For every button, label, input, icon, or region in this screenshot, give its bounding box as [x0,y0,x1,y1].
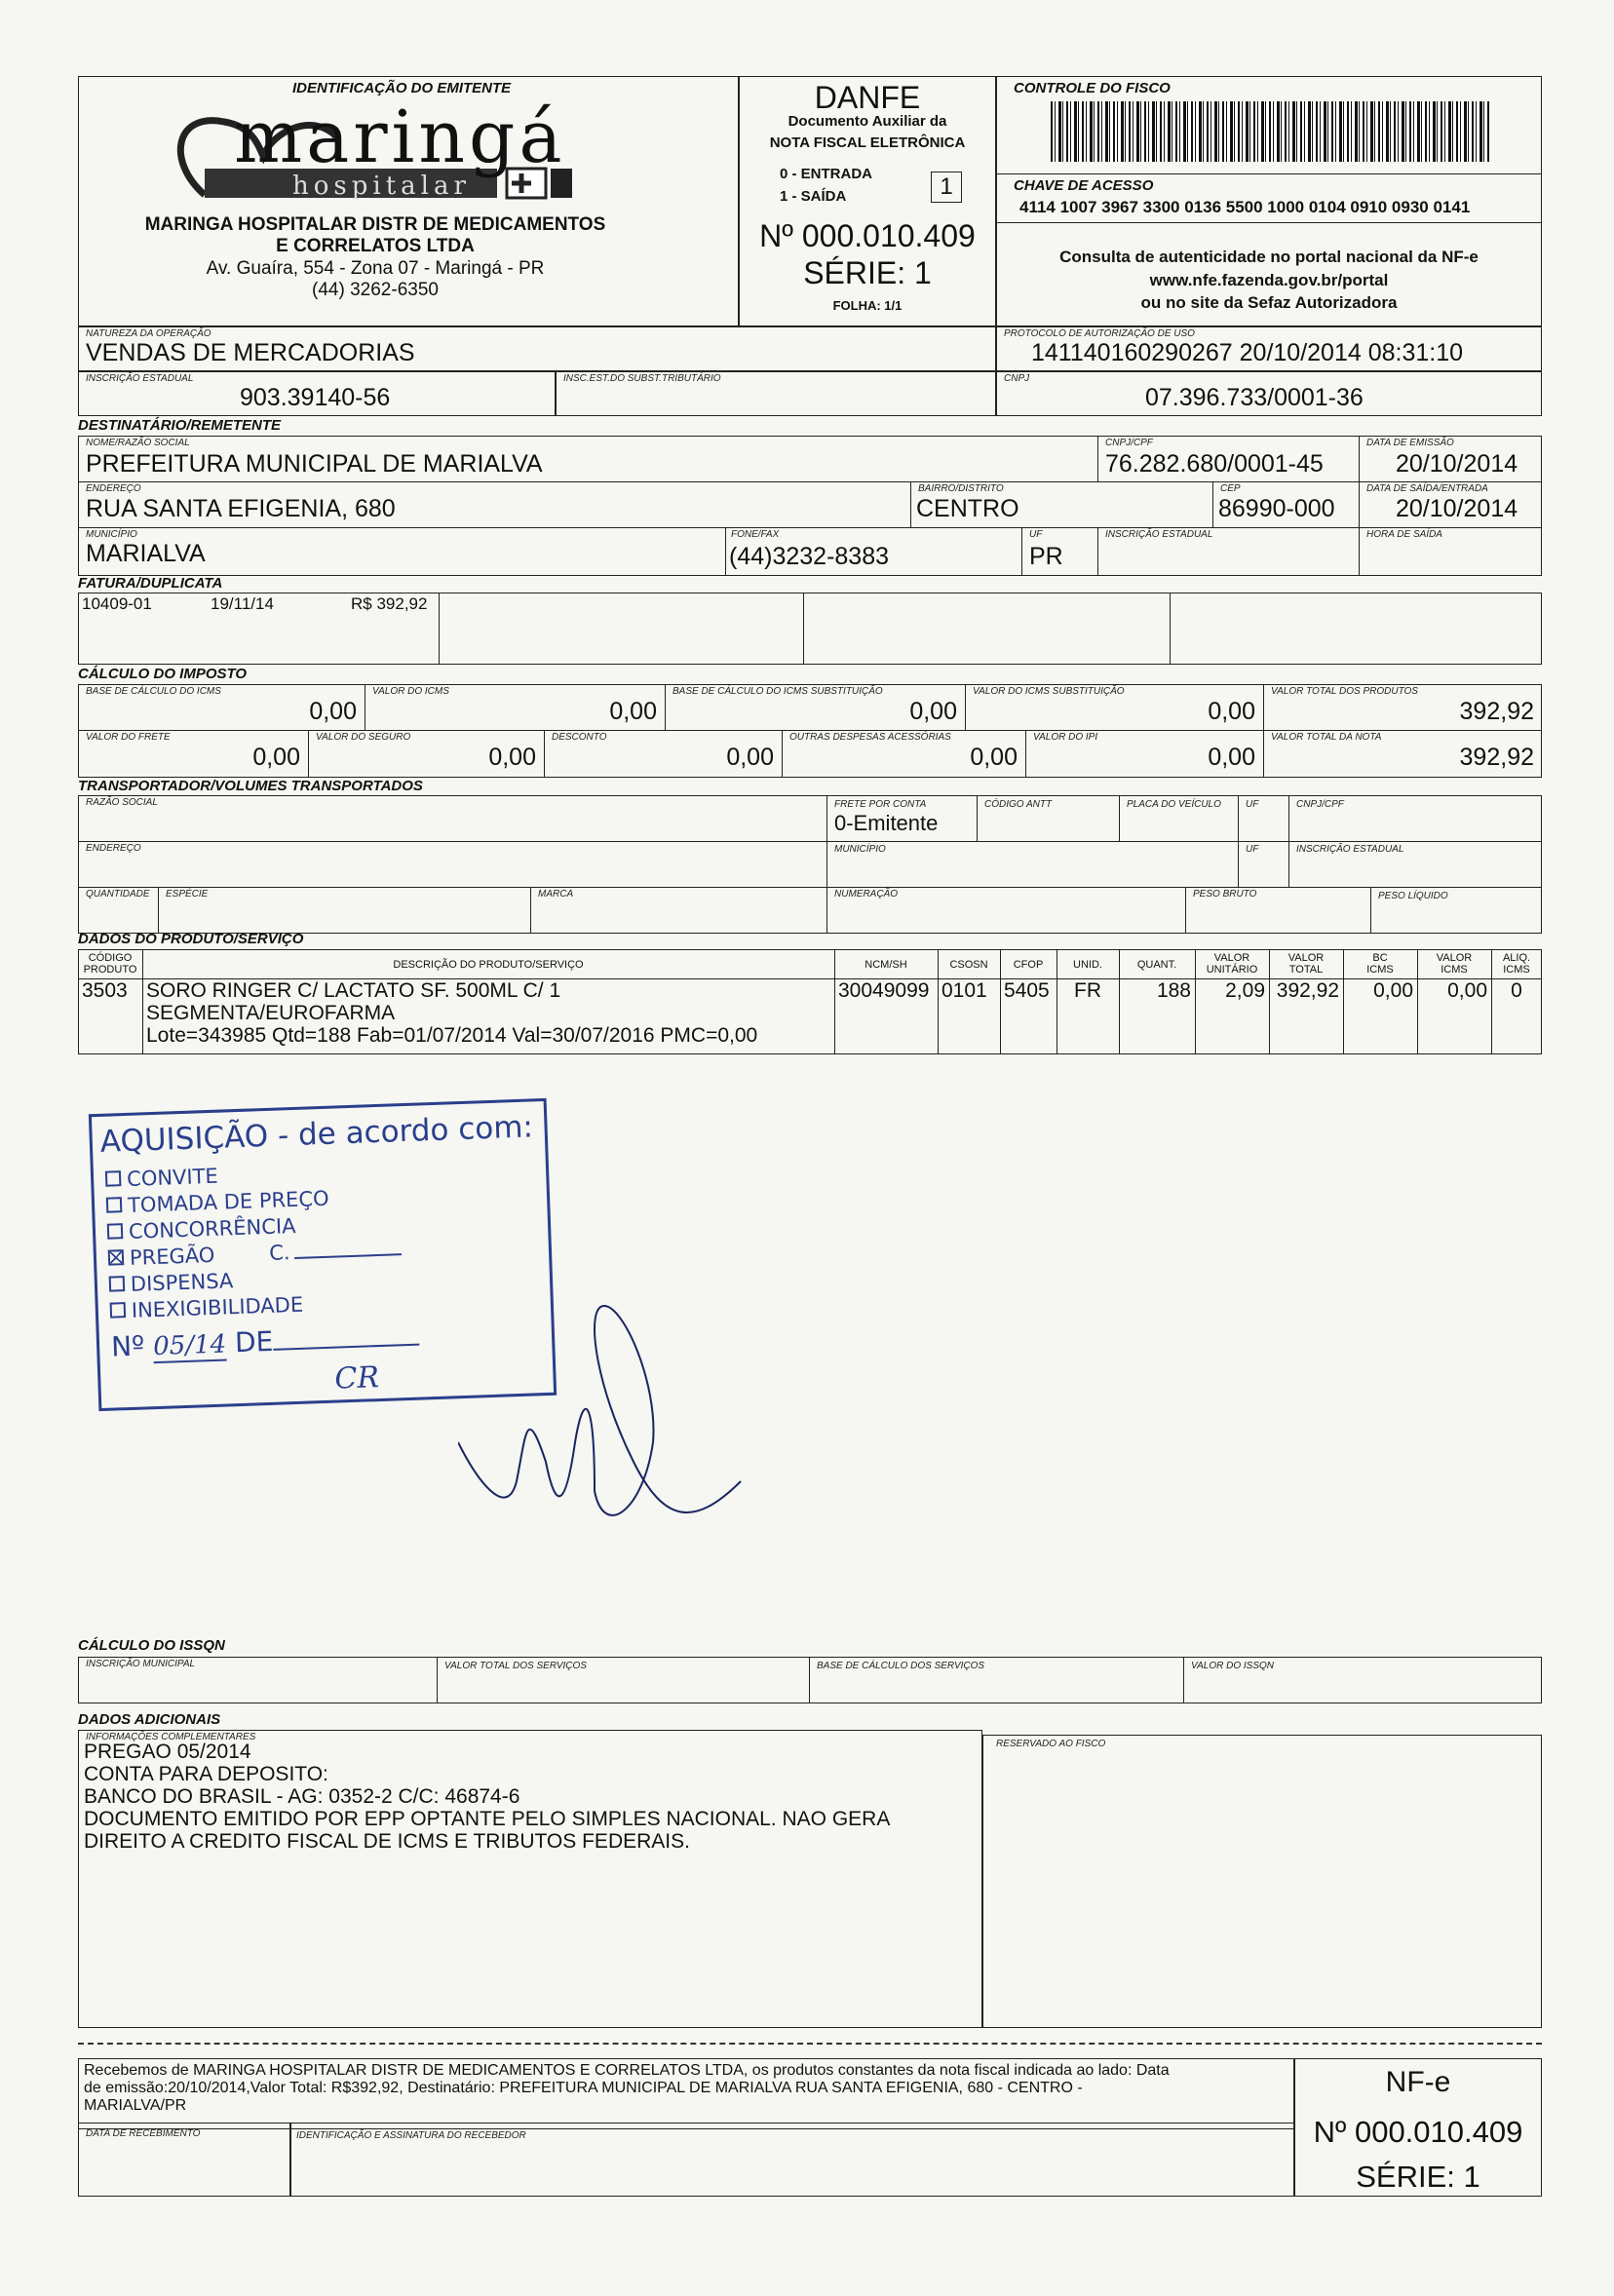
valor-nota-label: VALOR TOTAL DA NOTA [1271,732,1382,743]
ie-label: INSCRIÇÃO ESTADUAL [86,373,194,384]
emitente-name-line2: E CORRELATOS LTDA [276,236,475,256]
danfe-serie: SÉRIE: 1 [803,255,932,290]
valor-icms-st-label: VALOR DO ICMS SUBSTITUIÇÃO [973,686,1125,697]
col-bc-icms: BC ICMS [1366,952,1394,976]
canhoto-numero: Nº 000.010.409 [1313,2115,1523,2149]
col-valor-total: VALOR TOTAL [1287,952,1325,976]
info-line-2: CONTA PARA DEPOSITO: [84,1763,328,1785]
fatura-box [78,593,1542,665]
transp-uf-label: UF [1246,799,1259,810]
item-cfop: 5405 [1004,979,1050,1002]
controle-fisco-label: CONTROLE DO FISCO [1014,80,1171,96]
issqn-valor-servicos-label: VALOR TOTAL DOS SERVIÇOS [444,1661,587,1671]
dest-uf: PR [1029,543,1063,570]
item-csosn: 0101 [942,979,987,1002]
cnpj-emit-label: CNPJ [1004,373,1030,384]
outras-despesas-label: OUTRAS DESPESAS ACESSÓRIAS [789,732,951,743]
ie-st-label: INSC.EST.DO SUBST.TRIBUTÁRIO [563,373,721,384]
dest-municipio-label: MUNICÍPIO [86,529,137,540]
col-cfop: CFOP [1013,959,1044,971]
reservado-fisco-label: RESERVADO AO FISCO [996,1739,1106,1749]
transporte-box [78,795,1542,934]
imposto-section-label: CÁLCULO DO IMPOSTO [78,666,248,682]
issqn-section-label: CÁLCULO DO ISSQN [78,1637,225,1654]
dest-ie-label: INSCRIÇÃO ESTADUAL [1105,529,1213,540]
consulta-line3: ou no site da Sefaz Autorizadora [1140,293,1398,312]
logo-subtitle: hospitalar [292,172,471,201]
transp-frete: 0-Emitente [834,811,939,835]
transp-ie-label: INSCRIÇÃO ESTADUAL [1296,844,1404,855]
col-aliq-icms: ALIQ. ICMS [1502,952,1531,976]
stamp-opt-tomada: TOMADA DE PREÇO [106,1187,329,1218]
canhoto-serie: SÉRIE: 1 [1356,2160,1480,2194]
dest-uf-label: UF [1029,529,1043,540]
cut-line [78,2043,1542,2045]
seguro-value: 0,00 [488,744,536,771]
valor-icms-value: 0,00 [609,698,657,725]
danfe-title: DANFE [814,80,921,115]
frete-label: VALOR DO FRETE [86,732,171,743]
item-ncm: 30049099 [838,979,930,1002]
col-codigo: CÓDIGO PRODUTO [83,952,137,976]
col-ncm: NCM/SH [865,959,907,971]
ie-value: 903.39140-56 [240,384,391,411]
stamp-opt-concorrencia: CONCORRÊNCIA [107,1214,296,1244]
danfe-entrada: 0 - ENTRADA [780,166,873,182]
valor-produtos-value: 392,92 [1459,698,1534,725]
natureza-value: VENDAS DE MERCADORIAS [86,339,415,366]
transp-numeracao-label: NUMERAÇÃO [834,889,899,899]
frete-value: 0,00 [252,744,300,771]
ipi-label: VALOR DO IPI [1033,732,1098,743]
consulta-line2: www.nfe.fazenda.gov.br/portal [1149,271,1389,289]
stamp-numero: Nº 05/14 DE [111,1320,420,1363]
item-valor-unitario: 2,09 [1225,979,1265,1002]
desconto-value: 0,00 [726,744,774,771]
reservado-fisco-box [982,1735,1542,2028]
item-desc1: SORO RINGER C/ LACTATO SF. 500ML C/ 1 [146,979,561,1002]
dest-saida-label: DATA DE SAÍDA/ENTRADA [1366,483,1488,494]
canhoto-nfe: NF-e [1385,2066,1451,2098]
destinatario-section-label: DESTINATÁRIO/REMETENTE [78,417,282,434]
item-codigo: 3503 [82,979,128,1002]
handwritten-signature [458,1286,750,1550]
dest-emissao: 20/10/2014 [1396,450,1518,478]
dest-fone: (44)3232-8383 [729,543,890,570]
dest-cnpj-label: CNPJ/CPF [1105,438,1153,448]
info-line-1: PREGAO 05/2014 [84,1741,251,1763]
danfe-sub1: Documento Auxiliar da [788,113,947,130]
col-descricao: DESCRIÇÃO DO PRODUTO/SERVIÇO [393,959,584,971]
transp-peso-liquido-label: PESO LÍQUIDO [1378,891,1448,901]
item-quant: 188 [1156,979,1191,1002]
dest-endereco-label: ENDEREÇO [86,483,141,494]
issqn-valor-label: VALOR DO ISSQN [1191,1661,1275,1671]
dest-endereco: RUA SANTA EFIGENIA, 680 [86,495,396,522]
dest-emissao-label: DATA DE EMISSÃO [1366,438,1454,448]
dest-cep-label: CEP [1220,483,1241,494]
transp-placa-label: PLACA DO VEÍCULO [1127,799,1221,810]
seguro-label: VALOR DO SEGURO [316,732,411,743]
danfe-tipo-box: 1 [931,172,962,203]
emitente-address: Av. Guaíra, 554 - Zona 07 - Maringá - PR [206,258,545,279]
col-quant: QUANT. [1136,959,1177,971]
protocolo-label: PROTOCOLO DE AUTORIZAÇÃO DE USO [1004,328,1195,339]
ipi-value: 0,00 [1208,744,1255,771]
transp-quantidade-label: QUANTIDADE [86,889,150,899]
bc-icms-st-label: BASE DE CÁLCULO DO ICMS SUBSTITUIÇÃO [672,686,883,697]
dest-municipio: MARIALVA [86,540,206,567]
issqn-base-label: BASE DE CÁLCULO DOS SERVIÇOS [817,1661,985,1671]
dest-bairro: CENTRO [916,495,1019,522]
cnpj-emit-value: 07.396.733/0001-36 [1145,384,1364,411]
dest-cnpj: 76.282.680/0001-45 [1105,450,1324,478]
stamp-initials: CR [333,1360,380,1397]
info-line-5: DIREITO A CREDITO FISCAL DE ICMS E TRIBUTOS FEDERAIS. [84,1830,690,1853]
transp-razao-label: RAZÃO SOCIAL [86,797,158,808]
transp-peso-bruto-label: PESO BRUTO [1193,889,1257,899]
dest-fone-label: FONE/FAX [731,529,780,540]
bc-icms-label: BASE DE CÁLCULO DO ICMS [86,686,221,697]
issqn-box [78,1657,1542,1703]
dest-nome: PREFEITURA MUNICIPAL DE MARIALVA [86,450,543,478]
col-unid: UNID. [1073,959,1102,971]
danfe-sub2: NOTA FISCAL ELETRÔNICA [769,134,966,151]
logo-name: maringá [234,96,566,179]
data-recebimento-label: DATA DE RECEBIMENTO [86,2128,201,2139]
transp-cnpj-label: CNPJ/CPF [1296,799,1344,810]
emitente-section-label: IDENTIFICAÇÃO DO EMITENTE [292,80,512,96]
transp-marca-label: MARCA [538,889,574,899]
transp-especie-label: ESPÉCIE [166,889,209,899]
checkbox-checked-icon [108,1249,125,1266]
danfe-folha: FOLHA: 1/1 [832,298,903,313]
item-valor-icms: 0,00 [1447,979,1487,1002]
outras-despesas-value: 0,00 [970,744,1018,771]
chave-acesso: 4114 1007 3967 3300 0136 5500 1000 0104 0910 0930 0141 [1019,198,1471,216]
item-desc2: SEGMENTA/EUROFARMA [146,1002,396,1024]
stamp-opt-pregao: PREGÃO C. [108,1237,402,1270]
stamp-opt-inexigibilidade: INEXIGIBILIDADE [109,1293,303,1323]
item-unid: FR [1074,979,1101,1002]
checkbox-icon [105,1170,122,1187]
info-line-3: BANCO DO BRASIL - AG: 0352-2 C/C: 46874-6 [84,1785,520,1808]
valor-produtos-label: VALOR TOTAL DOS PRODUTOS [1271,686,1418,697]
valor-icms-st-value: 0,00 [1208,698,1255,725]
desconto-label: DESCONTO [552,732,607,743]
stamp-opt-convite: CONVITE [105,1165,218,1192]
stamp-title: AQUISIÇÃO - de acordo com: [99,1109,534,1160]
transp-uf2-label: UF [1246,844,1259,855]
dest-cep: 86990-000 [1218,495,1335,522]
fatura-section-label: FATURA/DUPLICATA [78,575,223,592]
transp-municipio-label: MUNICÍPIO [834,844,886,855]
item-valor-total: 392,92 [1276,979,1339,1002]
col-csosn: CSOSN [949,959,988,971]
natureza-label: NATUREZA DA OPERAÇÃO [86,328,211,339]
dest-nome-label: NOME/RAZÃO SOCIAL [86,438,190,448]
dest-hora-label: HORA DE SAÍDA [1366,529,1442,540]
chave-acesso-label: CHAVE DE ACESSO [1014,177,1154,194]
transp-frete-label: FRETE POR CONTA [834,799,927,810]
canhoto-text-1: Recebemos de MARINGA HOSPITALAR DISTR DE MEDICAMENTOS E CORRELATOS LTDA, os produtos constantes da nota fiscal indicada ao lado: Data [84,2062,1170,2079]
info-line-4: DOCUMENTO EMITIDO POR EPP OPTANTE PELO SIMPLES NACIONAL. NAO GERA [84,1808,891,1830]
transp-antt-label: CÓDIGO ANTT [984,799,1053,810]
transporte-section-label: TRANSPORTADOR/VOLUMES TRANSPORTADOS [78,778,423,794]
protocolo-value: 141140160290267 20/10/2014 08:31:10 [1031,339,1464,366]
item-aliq-icms: 0 [1511,979,1522,1002]
transp-endereco-label: ENDEREÇO [86,843,141,854]
bc-icms-st-value: 0,00 [909,698,957,725]
item-bc-icms: 0,00 [1373,979,1413,1002]
adicionais-section-label: DADOS ADICIONAIS [78,1711,221,1728]
checkbox-icon [106,1197,123,1213]
canhoto-text-3: MARIALVA/PR [84,2097,187,2114]
fatura-valor: R$ 392,92 [351,594,428,613]
consulta-line1: Consulta de autenticidade no portal nacional da NF-e [1059,248,1479,266]
fatura-numero: 10409-01 [82,594,152,613]
col-valor-icms: VALOR ICMS [1436,952,1473,976]
checkbox-icon [110,1302,127,1319]
emitente-phone: (44) 3262-6350 [312,280,439,300]
bc-icms-value: 0,00 [309,698,357,725]
checkbox-icon [109,1276,126,1292]
danfe-numero: Nº 000.010.409 [759,218,976,253]
checkbox-icon [107,1223,124,1240]
danfe-saida: 1 - SAÍDA [780,188,847,205]
barcode [1051,101,1489,162]
col-valor-unitario: VALOR UNITÁRIO [1206,952,1258,976]
canhoto-text-2: de emissão:20/10/2014,Valor Total: R$392,92, Destinatário: PREFEITURA MUNICIPAL DE MARIALVA RUA SANTA EFIGENIA, 680 - CENTRO - [84,2080,1083,2096]
assinatura-label: IDENTIFICAÇÃO E ASSINATURA DO RECEBEDOR [296,2130,526,2141]
fatura-vencimento: 19/11/14 [211,594,274,613]
stamp-opt-dispensa: DISPENSA [109,1269,234,1296]
dest-saida: 20/10/2014 [1396,495,1518,522]
issqn-inscricao-label: INSCRIÇÃO MUNICIPAL [86,1659,196,1669]
valor-icms-label: VALOR DO ICMS [372,686,449,697]
valor-nota-value: 392,92 [1459,744,1534,771]
info-complementares-label: INFORMAÇÕES COMPLEMENTARES [86,1732,256,1742]
emitente-name-line1: MARINGA HOSPITALAR DISTR DE MEDICAMENTOS [144,214,606,235]
item-desc3: Lote=343985 Qtd=188 Fab=01/07/2014 Val=30/07/2016 PMC=0,00 [146,1024,758,1047]
dest-bairro-label: BAIRRO/DISTRITO [918,483,1004,494]
produtos-section-label: DADOS DO PRODUTO/SERVIÇO [78,931,304,947]
